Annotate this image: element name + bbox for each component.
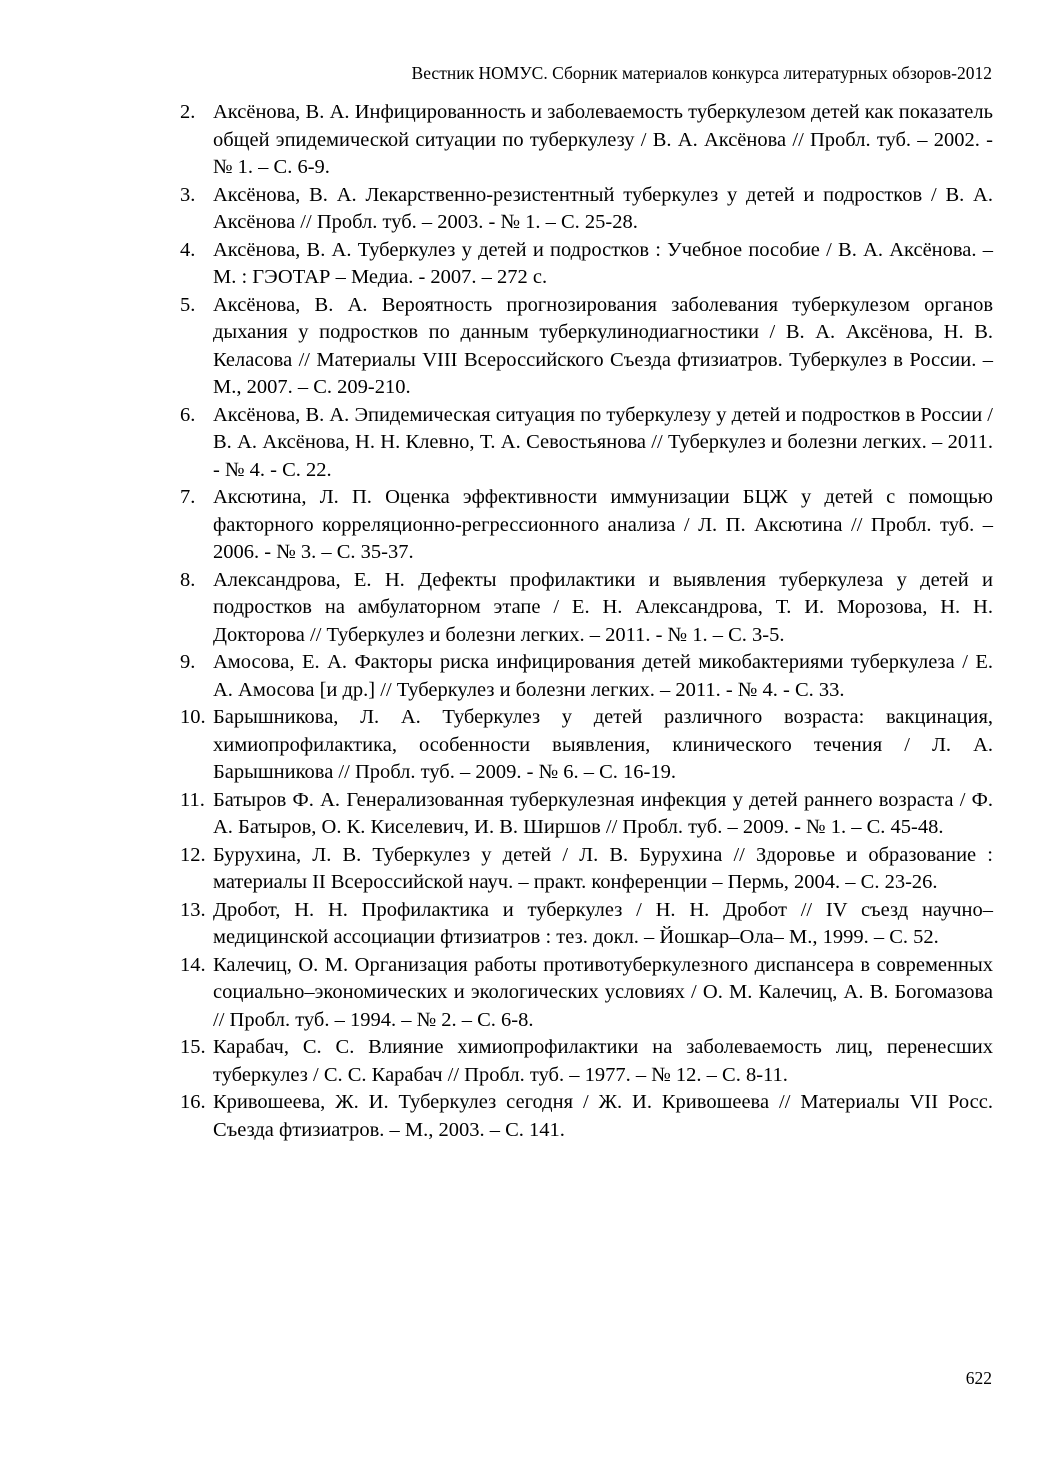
reference-text: Аксёнова, В. А. Туберкулез у детей и подростков : Учебное пособие / В. А. Аксёнова. – М. : ГЭОТАР – Медиа. - 2007. – 272 с. xyxy=(213,238,993,288)
reference-item xyxy=(180,1089,993,1144)
reference-text: Аксёнова, В. А. Эпидемическая ситуация по туберкулезу у детей и подростков в России / В. А. Аксёнова, Н. Н. Клевно, Т. А. Севостьянова // Туберкулез и болезни легких. – 2011. - № 4. - С. 22. xyxy=(213,403,993,481)
reference-number: 8. xyxy=(180,568,196,591)
reference-list xyxy=(180,99,993,1144)
reference-number: 9. xyxy=(180,651,196,673)
reference-item xyxy=(180,952,993,1035)
reference-number: 5. xyxy=(180,293,196,316)
reference-number: 11. xyxy=(180,788,205,811)
reference-item xyxy=(180,897,993,952)
reference-item xyxy=(180,842,993,897)
reference-item xyxy=(180,182,993,237)
reference-item xyxy=(180,237,993,292)
reference-number: 7. xyxy=(180,486,196,508)
reference-item xyxy=(180,484,993,567)
reference-item xyxy=(180,567,993,650)
reference-number: 3. xyxy=(180,183,196,206)
reference-text: Аксютина, Л. П. Оценка эффективности иммунизации БЦЖ у детей с помощью факторного корреляционно-регрессионного анализа / Л. П. Аксютина // Пробл. туб. – 2006. - № 3. – С. 35-37. xyxy=(213,486,993,563)
reference-text: Александрова, Е. Н. Дефекты профилактики и выявления туберкулеза у детей и подростков на амбулаторном этапе / Е. Н. Александрова, Т. И. Морозова, Н. Н. Докторова // Туберкулез и болезни легких. – 2011. - № 1. – С. 3-5. xyxy=(213,568,993,646)
reference-text: Карабач, С. С. Влияние химиопрофилактики на заболеваемость лиц, перенесших туберкулез / С. С. Карабач // Пробл. туб. – 1977. – № 12. – С. 8-11. xyxy=(213,1036,993,1086)
reference-item xyxy=(180,704,993,787)
running-header: Вестник НОМУС. Сборник материалов конкурса литературных обзоров-2012 xyxy=(411,63,992,83)
reference-text: Аксёнова, В. А. Вероятность прогнозирования заболевания туберкулезом органов дыхания у подростков по данным туберкулинодиагностики / В. А. Аксёнова, Н. В. Келасова // Материалы VIII Всероссийского Съезда фтизиатров. Туберкулез в России. – М., 2007. – С. 209-210. xyxy=(213,293,993,398)
reference-text: Кривошеева, Ж. И. Туберкулез сегодня / Ж. И. Кривошеева // Материалы VII Росс. Съезда фтизиатров. – М., 2003. – С. 141. xyxy=(213,1091,993,1141)
reference-text: Аксёнова, В. А. Инфицированность и заболеваемость туберкулезом детей как показатель общей эпидемической ситуации по туберкулезу / В. А. Аксёнова // Пробл. туб. – 2002. - № 1. – С. 6-9. xyxy=(213,101,993,178)
reference-item xyxy=(180,292,993,402)
reference-number: 2. xyxy=(180,101,196,123)
reference-item xyxy=(180,99,993,182)
reference-text: Бурухина, Л. В. Туберкулез у детей / Л. В. Бурухина // Здоровье и образование : материалы II Всероссийской науч. – практ. конференции – Пермь, 2004. – С. 23-26. xyxy=(213,843,993,893)
reference-text: Дробот, Н. Н. Профилактика и туберкулез / Н. Н. Дробот // IV съезд научно–медицинской ассоциации фтизиатров : тез. докл. – Йошкар–Ола– М., 1999. – С. 52. xyxy=(213,898,993,948)
reference-item xyxy=(180,402,993,485)
reference-text: Калечиц, О. М. Организация работы противотуберкулезного диспансера в современных социально–экономических и экологических условиях / О. М. Калечиц, А. В. Богомазова // Пробл. туб. – 1994. – № 2. – С. 6-8. xyxy=(213,953,993,1031)
reference-item xyxy=(180,787,993,842)
reference-item xyxy=(180,649,993,704)
reference-number: 13. xyxy=(180,898,206,921)
reference-number: 10. xyxy=(180,706,206,728)
reference-text: Амосова, Е. А. Факторы риска инфицирования детей микобактериями туберкулеза / Е. А. Амосова [и др.] // Туберкулез и болезни легких. – 2011. - № 4. - С. 33. xyxy=(213,651,993,701)
reference-text: Батыров Ф. А. Генерализованная туберкулезная инфекция у детей раннего возраста / Ф. А. Батыров, О. К. Киселевич, И. В. Ширшов // Пробл. туб. – 2009. - № 1. – С. 45-48. xyxy=(213,788,993,838)
reference-text: Барышникова, Л. А. Туберкулез у детей различного возраста: вакцинация, химиопрофилактика, особенности выявления, клинического течения / Л. А. Барышникова // Пробл. туб. – 2009. - № 6. – С. 16-19. xyxy=(213,706,993,783)
reference-number: 12. xyxy=(180,843,206,866)
page-number: 622 xyxy=(965,1368,992,1388)
reference-text: Аксёнова, В. А. Лекарственно-резистентный туберкулез у детей и подростков / В. А. Аксёнова // Пробл. туб. – 2003. - № 1. – С. 25-28. xyxy=(213,183,993,233)
reference-number: 6. xyxy=(180,403,196,426)
reference-number: 15. xyxy=(180,1036,206,1058)
reference-number: 16. xyxy=(180,1091,206,1113)
reference-number: 14. xyxy=(180,953,206,976)
reference-number: 4. xyxy=(180,238,196,261)
reference-item xyxy=(180,1034,993,1089)
